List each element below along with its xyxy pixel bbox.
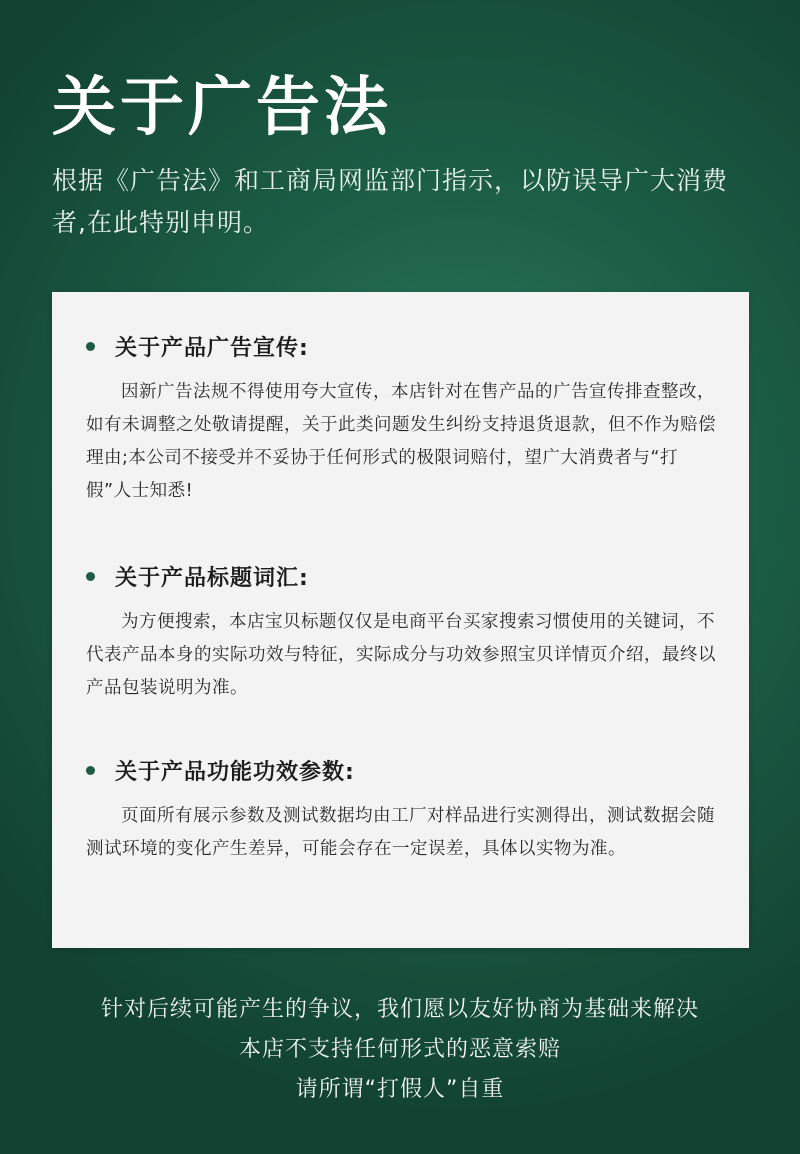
section-body: 因新广告法规不得使用夸大宣传，本店针对在售产品的广告宣传排查整改，如有未调整之处敬请提醒，关于此类问题发生纠纷支持退货退款，但不作为赔偿理由;本公司不接受并不妥协于任何形式的极限词赔付，望广大消费者与“打假”人士知悉!	[86, 382, 716, 501]
bullet-icon	[86, 766, 95, 775]
section-heading	[86, 560, 309, 592]
intro-statement: 根据《广告法》和工商局网监部门指示，以防误导广大消费者,在此特别申明。	[52, 166, 729, 237]
section-heading-text: 关于产品标题词汇:	[115, 565, 309, 591]
footer-line: 本店不支持任何形式的恶意索赔	[238, 1037, 561, 1062]
section-heading-text: 关于产品广告宣传:	[115, 335, 309, 361]
notice-card	[52, 292, 749, 948]
footer-disclaimer	[0, 990, 800, 1110]
bullet-icon	[86, 572, 95, 581]
footer-line: 请所谓“打假人”自重	[295, 1077, 505, 1102]
footer-line: 针对后续可能产生的争议，我们愿以友好协商为基础来解决	[100, 997, 699, 1022]
bullet-icon	[86, 342, 95, 351]
section-heading	[86, 330, 309, 362]
section-heading	[86, 754, 355, 786]
section-body: 页面所有展示参数及测试数据均由工厂对样品进行实测得出，测试数据会随测试环境的变化产生差异，可能会存在一定误差，具体以实物为准。	[86, 806, 715, 859]
section-body: 为方便搜索，本店宝贝标题仅仅是电商平台买家搜索习惯使用的关键词，不代表产品本身的实际功效与特征，实际成分与功效参照宝贝详情页介绍，最终以产品包装说明为准。	[86, 612, 716, 698]
page-title: 关于广告法	[52, 71, 392, 145]
section-heading-text: 关于产品功能功效参数:	[115, 759, 355, 785]
